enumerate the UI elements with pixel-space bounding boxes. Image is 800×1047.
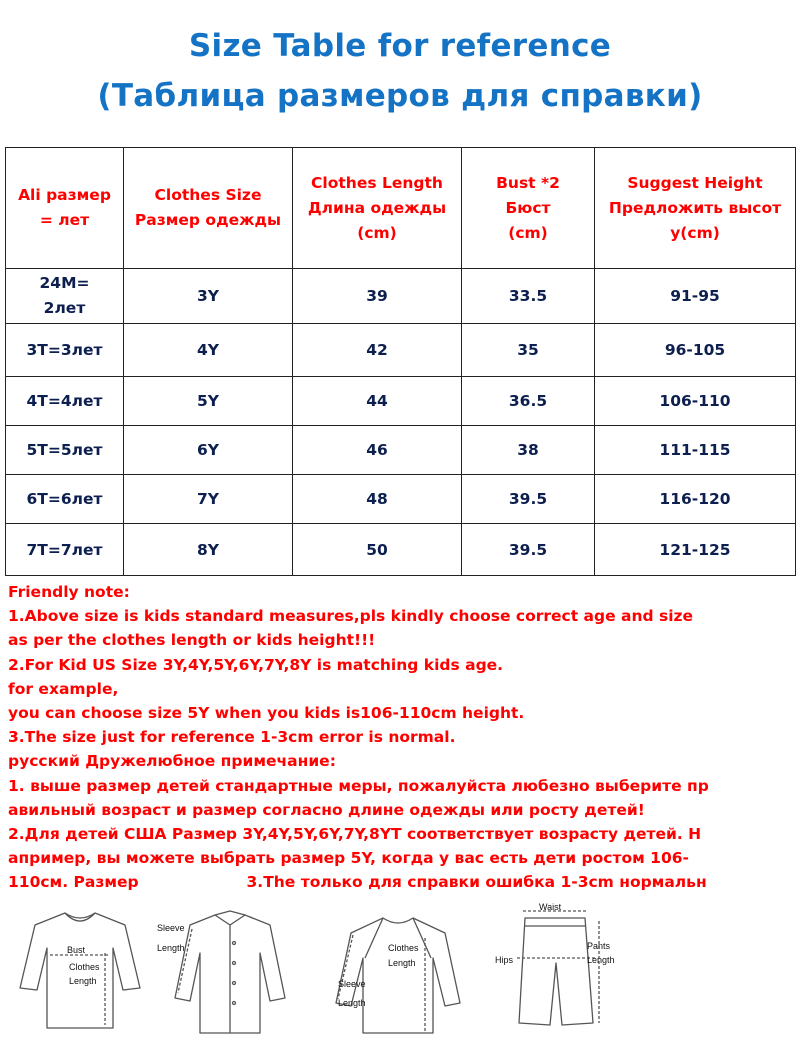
header-suggest-height: Suggest Height Предложить высот у(cm) [595, 148, 796, 269]
table-cell: 111-115 [595, 426, 796, 475]
measurement-diagrams [5, 893, 635, 1043]
diagram-label-sleeve-length: Length [338, 998, 366, 1008]
table-cell: 91-95 [595, 269, 796, 324]
friendly-notes [8, 580, 798, 895]
table-cell: 42 [293, 324, 462, 377]
note-line: 1.Above size is kids standard measures,pls kindly choose correct age and size [8, 607, 694, 626]
table-cell: 39 [293, 269, 462, 324]
pants-diagram [517, 911, 599, 1025]
table-cell: 6T=6лет [6, 475, 124, 524]
table-cell: 39.5 [462, 524, 595, 576]
measurement-diagram-image [5, 893, 635, 1043]
table-cell: 5Y [124, 377, 293, 426]
table-cell: 50 [293, 524, 462, 576]
table-row [6, 426, 796, 475]
diagram-label-clothes: Clothes [69, 962, 100, 972]
table-row [6, 377, 796, 426]
table-cell: 8Y [124, 524, 293, 576]
diagram-label-length: Length [69, 976, 97, 986]
note-line: 3.The size just for reference 1-3cm error is normal. [8, 728, 456, 747]
table-cell: 35 [462, 324, 595, 377]
table-cell: 3T=3лет [6, 324, 124, 377]
note-line: 2.For Kid US Size 3Y,4Y,5Y,6Y,7Y,8Y is matching kids age. [8, 655, 504, 674]
table-cell: 44 [293, 377, 462, 426]
note-line: авильный возраст и размер согласно длине одежды или росту детей! [8, 800, 645, 819]
table-cell: 33.5 [462, 269, 595, 324]
table-row [6, 475, 796, 524]
diagram-label-sleeve: Sleeve [338, 979, 366, 989]
table-header-row [6, 148, 796, 269]
note-line: 1. выше размер детей стандартные меры, пожалуйста любезно выберите пр [8, 776, 709, 795]
note-line: 2.Для детей США Размер 3Y,4Y,5Y,6Y,7Y,8YT соответствует возрасту детей. Н [8, 825, 702, 844]
header-bust: Bust *2 Бюст (cm) [462, 148, 595, 269]
table-cell: 7T=7лет [6, 524, 124, 576]
page-subtitle: (Таблица размеров для справки) [97, 78, 703, 114]
diagram-label-length: Length [587, 955, 615, 965]
table-cell: 39.5 [462, 475, 595, 524]
note-line: Friendly note: [8, 583, 130, 601]
table-cell: 106-110 [595, 377, 796, 426]
header-ali-size: Ali размер = лет [6, 148, 124, 269]
note-line: апример, вы можете выбрать размер 5Y, когда у вас есть дети ростом 106- [8, 849, 689, 868]
page-title: Size Table for reference [188, 28, 612, 64]
table-cell: 36.5 [462, 377, 595, 426]
header-clothes-size: Clothes Size Размер одежды [124, 148, 293, 269]
table-cell: 7Y [124, 475, 293, 524]
diagram-label-waist: Waist [539, 902, 562, 912]
table-cell: 46 [293, 426, 462, 475]
table-cell: 48 [293, 475, 462, 524]
table-cell: 121-125 [595, 524, 796, 576]
raglan-diagram [336, 918, 460, 1033]
table-row [6, 524, 796, 576]
table-row [6, 269, 796, 324]
note-line: as per the clothes length or kids height!!! [8, 631, 376, 650]
note-line: for example, [8, 679, 119, 698]
diagram-label-bust: Bust [67, 945, 86, 955]
size-table [5, 147, 796, 576]
diagram-label-clothes: Clothes [388, 943, 419, 953]
diagram-label-length: Length [388, 958, 416, 968]
table-cell: 38 [462, 426, 595, 475]
table-cell: 116-120 [595, 475, 796, 524]
note-line: 110cм. Размер 3.The только для справки ошибка 1-3cm нормальн [8, 873, 707, 892]
diagram-label-sleeve-length: Length [157, 943, 185, 953]
table-cell: 6Y [124, 426, 293, 475]
table-cell: 4Y [124, 324, 293, 377]
diagram-label-pants: Pants [587, 941, 611, 951]
shirt-diagram [175, 911, 285, 1033]
note-line: you can choose size 5Y when you kids is106-110cm height. [8, 704, 525, 723]
diagram-label-sleeve: Sleeve [157, 923, 185, 933]
table-cell: 96-105 [595, 324, 796, 377]
note-line: русский Дружелюбное примечание: [8, 752, 336, 771]
table-cell: 24M= 2лет [6, 269, 124, 324]
table-row [6, 324, 796, 377]
header-clothes-length: Clothes Length Длина одежды (cm) [293, 148, 462, 269]
diagram-label-hips: Hips [495, 955, 514, 965]
table-cell: 4T=4лет [6, 377, 124, 426]
table-cell: 5T=5лет [6, 426, 124, 475]
table-cell: 3Y [124, 269, 293, 324]
